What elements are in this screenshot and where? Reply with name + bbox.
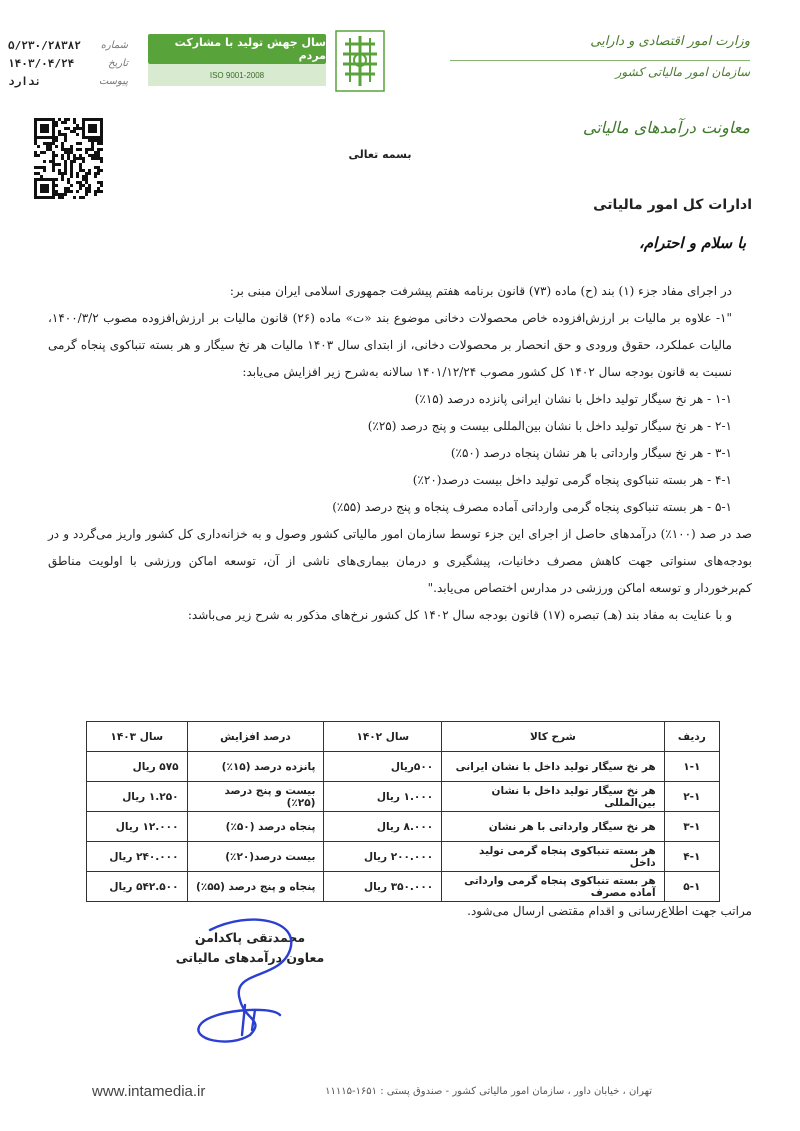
organization-name: سازمان امور مالیاتی کشور [615,65,750,79]
row-increase: پانزده درصد (۱۵٪) [187,752,324,782]
row-description: هر نخ سیگار تولید داخل با نشان بین‌المللی [442,782,665,812]
list-item: ۱-۱ - هر نخ سیگار تولید داخل با نشان ایرانی پانزده درصد (۱۵٪) [414,392,732,406]
number-value: ۵/۲۳۰/۲۸۳۸۲ [8,38,81,52]
table-row [87,782,720,812]
col-header-description: شرح کالا [442,722,665,752]
signer-name: محمدتقی پاکدامن [194,930,306,945]
list-item: ۲-۱ - هر نخ سیگار تولید داخل با نشان بین‌المللی بیست و پنج درصد (۲۵٪) [367,419,732,433]
organization-logo-icon [335,30,385,92]
closing-quote-paragraph: صد در صد (۱۰۰٪) درآمدهای حاصل از اجرای این جزء توسط سازمان امور مالیاتی کشور وصول و به خزانه‌داری کل کشور واریز می‌گردد و در بودجه‌های سنواتی جهت کاهش مصرف دخانیات، پیشگیری و درمان بیماری‌های ناشی از آن، توسعه اماکن ورزشی با اولویت مناطق کم‌برخوردار و توسعه اماکن ورزشی در مدارس اختصاص می‌یابد." [48,527,752,595]
row-1403: ۱.۲۵۰ ریال [87,782,188,812]
website-link[interactable]: www.intamedia.ir [92,1083,206,1100]
ministry-name: وزارت امور اقتصادی و دارایی [590,34,750,49]
letter-meta [8,36,128,90]
intro-paragraph: در اجرای مفاد جزء (۱) بند (ح) ماده (۷۳) قانون برنامه هفتم پیشرفت جمهوری اسلامی ایران مبنی بر: [229,284,732,298]
letter-body [48,278,752,629]
row-1402: ۱.۰۰۰ ریال [324,782,442,812]
table-row [87,752,720,782]
greeting: با سلام و احترام، [639,234,746,252]
col-header-1403: سال ۱۴۰۳ [87,722,188,752]
row-1403: ۱۲.۰۰۰ ریال [87,812,188,842]
date-value: ۱۴۰۳/۰۴/۲۴ [8,56,75,70]
number-label: شماره [100,39,128,51]
date-row [8,54,128,72]
row-description: هر نخ سیگار تولید داخل با نشان ایرانی [442,752,665,782]
header-divider [450,60,750,61]
attachment-value: ندارد [8,74,42,88]
row-1403: ۵۴۲.۵۰۰ ریال [87,872,188,902]
table-row [87,842,720,872]
ministry-header [450,34,750,79]
table-intro: و با عنایت به مفاد بند (هـ) تبصره (۱۷) قانون بودجه سال ۱۴۰۲ کل کشور نرخ‌های مذکور به شرح زیر می‌باشد: [187,608,732,622]
row-number: ۵-۱ [664,872,719,902]
row-increase: بیست درصد(۲۰٪) [187,842,324,872]
row-1402: ۸.۰۰۰ ریال [324,812,442,842]
postal-address: تهران ، خیابان داور ، سازمان امور مالیاتی کشور - صندوق پستی : ۱۶۵۱-۱۱۱۱۵ [325,1086,652,1097]
list-item: ۳-۱ - هر نخ سیگار وارداتی با هر نشان پنجاه درصد (۵۰٪) [450,446,732,460]
date-label: تاریخ [108,57,128,69]
row-number: ۴-۱ [664,842,719,872]
row-description: هر بسته تنباکوی پنجاه گرمی وارداتی آماده مصرف [442,872,665,902]
qr-code-icon [34,118,104,200]
list-item: ۵-۱ - هر بسته تنباکوی پنجاه گرمی وارداتی آماده مصرف پنجاه و پنج درصد (۵۵٪) [332,500,732,514]
row-1402: ۵۰۰ریال [324,752,442,782]
slogan-banner [148,34,326,92]
row-number: ۲-۱ [664,782,719,812]
banner-slogan: سال جهش تولید با مشارکت مردم [148,34,326,64]
addressee: ادارات کل امور مالیاتی [593,197,752,213]
col-header-1402: سال ۱۴۰۲ [324,722,442,752]
row-1403: ۵۷۵ ریال [87,752,188,782]
table-row [87,812,720,842]
tax-rate-table [86,721,720,902]
quote-paragraph: "۱- علاوه بر مالیات بر ارزش‌افزوده خاص محصولات دخانی موضوع بند «ت» ماده (۲۶) قانون مالیات بر ارزش‌افزوده مصوب ۱۴۰۰/۳/۲، مالیات عملکرد، حقوق ورودی و حق انحصار بر محصولات دخانی، از ابتدای سال ۱۴۰۳ مالیات هر نخ سیگار و هر بسته تنباکوی پنجاه گرمی نسبت به قانون بودجه سال ۱۴۰۲ کل کشور مصوب ۱۴۰۱/۱۲/۲۴ سالانه به‌شرح زیر افزایش می‌یابد: [48,311,733,379]
list-item: ۴-۱ - هر بسته تنباکوی پنجاه گرمی تولید داخل بیست درصد(۲۰٪) [412,473,732,487]
row-increase: پنجاه و پنج درصد (۵۵٪) [187,872,324,902]
after-table-text: مراتب جهت اطلاع‌رسانی و اقدام مقتضی ارسال می‌شود. [467,904,752,918]
row-1403: ۲۴۰.۰۰۰ ریال [87,842,188,872]
handwritten-signature-icon [170,910,330,1050]
iso-label: ISO 9001-2008 [148,64,326,86]
row-increase: پنجاه درصد (۵۰٪) [187,812,324,842]
row-number: ۱-۱ [664,752,719,782]
row-number: ۳-۱ [664,812,719,842]
row-description: هر بسته تنباکوی پنجاه گرمی تولید داخل [442,842,665,872]
row-1402: ۳۵۰.۰۰۰ ریال [324,872,442,902]
col-header-row-number: ردیف [664,722,719,752]
number-row [8,36,128,54]
table-row [87,872,720,902]
col-header-increase: درصد افزایش [187,722,324,752]
deputy-title: معاونت درآمدهای مالیاتی [582,118,750,137]
attachment-row [8,72,128,90]
table-header-row [87,722,720,752]
row-1402: ۲۰۰.۰۰۰ ریال [324,842,442,872]
signer-title: معاون درآمدهای مالیاتی [175,950,325,965]
besm-heading: بسمه تعالی [348,148,412,161]
row-description: هر نخ سیگار وارداتی با هر نشان [442,812,665,842]
row-increase: بیست و پنج درصد (۲۵٪) [187,782,324,812]
attachment-label: پیوست [98,75,128,87]
